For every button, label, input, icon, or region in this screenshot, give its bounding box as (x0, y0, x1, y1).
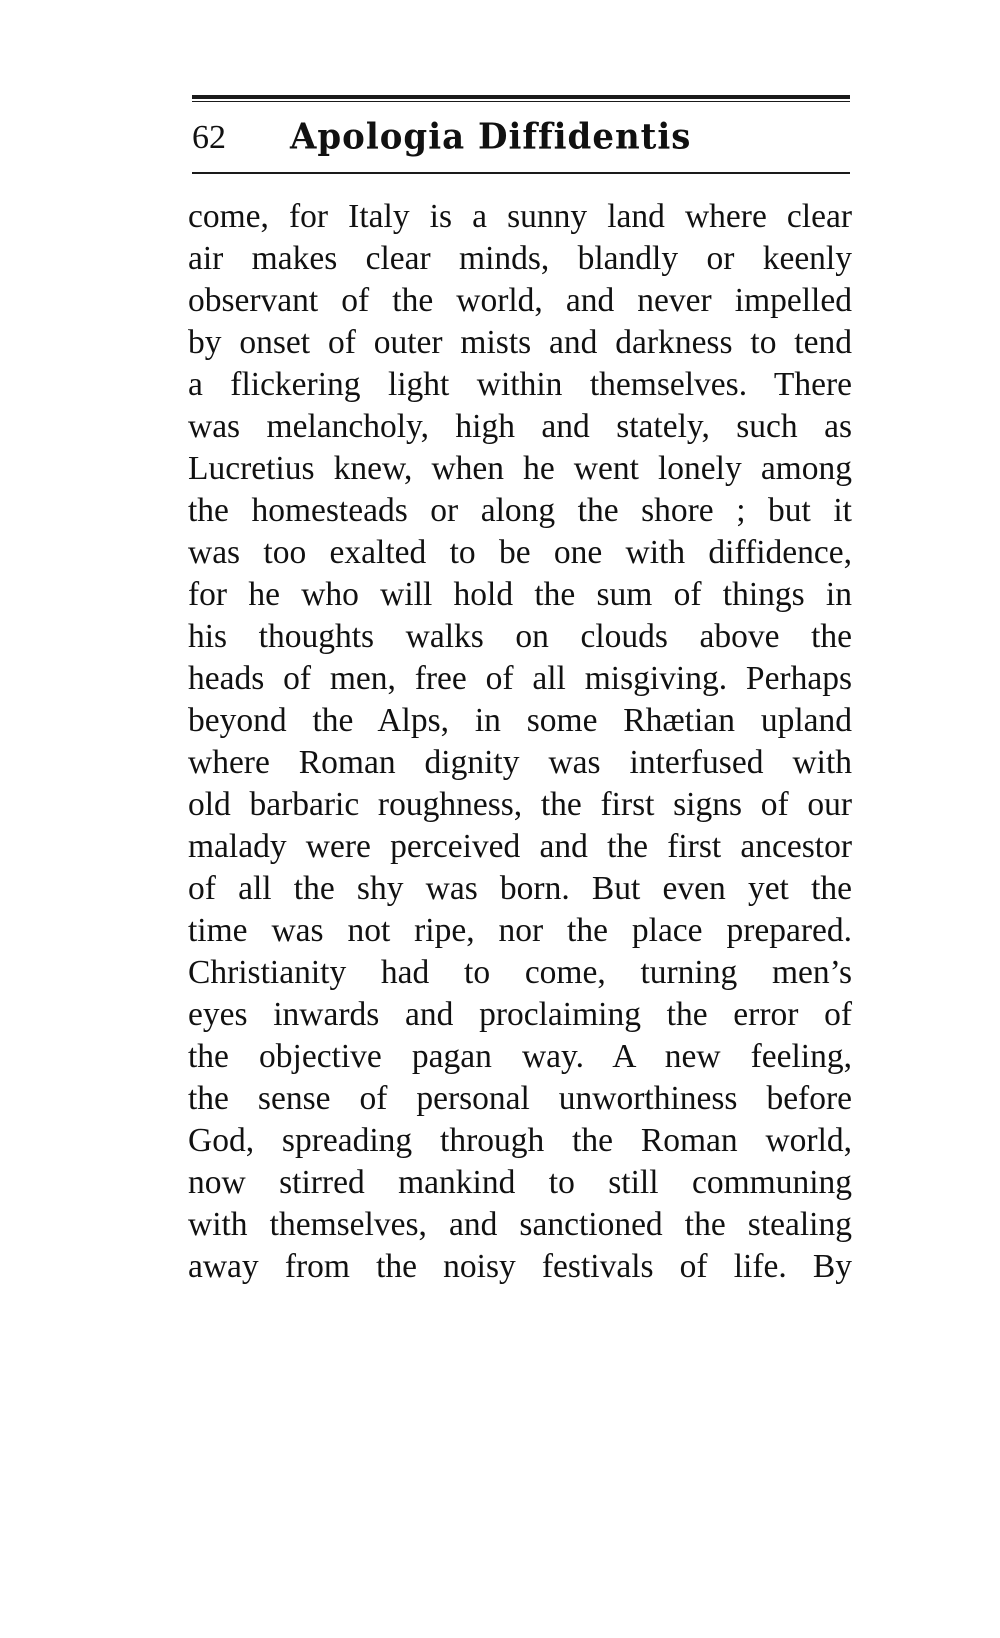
text-line: now stirred mankind to still communing (188, 1164, 852, 1201)
page-number: 62 (192, 119, 226, 156)
text-line: was too exalted to be one with diffidence, (188, 534, 852, 571)
text-line: God, spreading through the Roman world, (188, 1122, 852, 1159)
header-rule-thick (192, 95, 850, 99)
text-line: away from the noisy festivals of life. By (188, 1248, 852, 1285)
text-line: time was not ripe, nor the place prepared. (188, 912, 852, 949)
text-line: of all the shy was born. But even yet the (188, 870, 852, 907)
text-line: the sense of personal unworthiness before (188, 1080, 852, 1117)
text-line: a flickering light within themselves. There (188, 366, 852, 403)
text-line: for he who will hold the sum of things in (188, 576, 852, 613)
running-head (192, 110, 850, 168)
body-text (188, 196, 852, 1288)
text-line: Lucretius knew, when he went lonely among (188, 450, 852, 487)
header-rule-thin (192, 101, 850, 102)
text-line: observant of the world, and never impelled (188, 282, 852, 319)
text-line: malady were perceived and the first ancestor (188, 828, 852, 865)
text-line: air makes clear minds, blandly or keenly (188, 240, 852, 277)
text-line: where Roman dignity was interfused with (188, 744, 852, 781)
text-line: Christianity had to come, turning men’s (188, 954, 852, 991)
text-line: the objective pagan way. A new feeling, (188, 1038, 852, 1075)
text-line: heads of men, free of all misgiving. Perhaps (188, 660, 852, 697)
text-line: his thoughts walks on clouds above the (188, 618, 852, 655)
text-line: old barbaric roughness, the first signs of our (188, 786, 852, 823)
text-line: with themselves, and sanctioned the stealing (188, 1206, 852, 1243)
text-line: by onset of outer mists and darkness to tend (188, 324, 852, 361)
text-line: the homesteads or along the shore ; but it (188, 492, 852, 529)
text-line: come, for Italy is a sunny land where clear (188, 198, 852, 235)
text-line: eyes inwards and proclaiming the error of (188, 996, 852, 1033)
header-underline-rule (192, 172, 850, 174)
running-title: Apologia Diffidentis (290, 116, 692, 159)
text-line: was melancholy, high and stately, such as (188, 408, 852, 445)
text-line: beyond the Alps, in some Rhætian upland (188, 702, 852, 739)
